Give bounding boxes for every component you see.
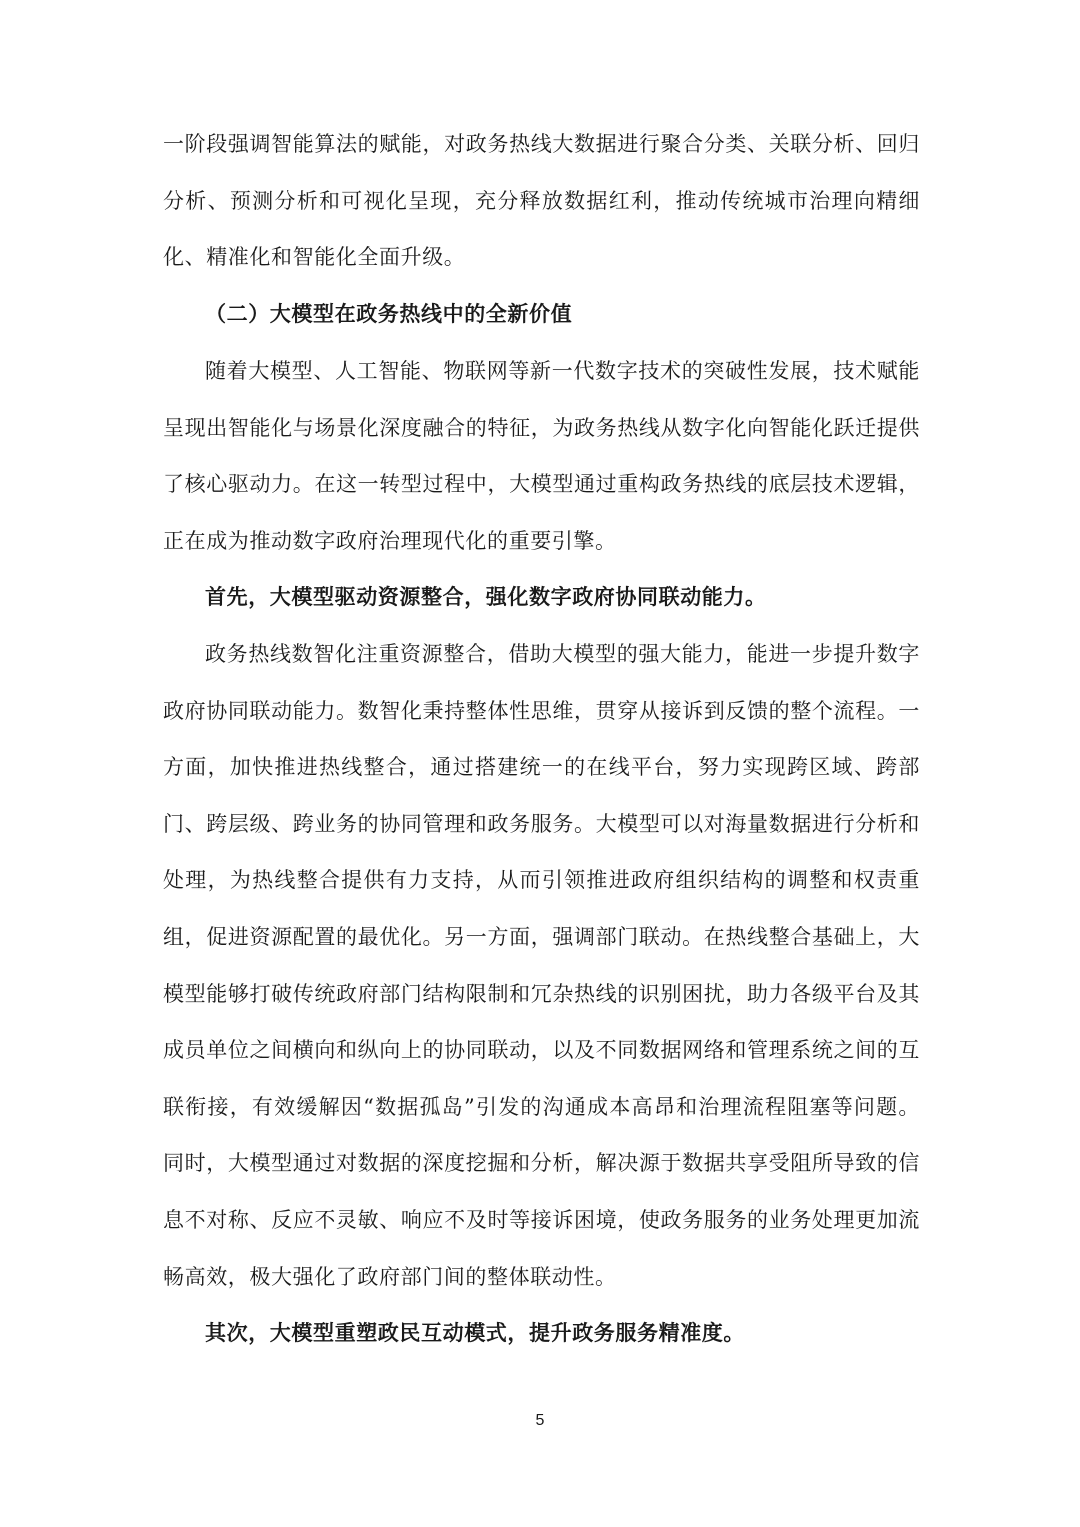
subheading-resource-integration: 首先，大模型驱动资源整合，强化数字政府协同联动能力。 — [205, 584, 767, 609]
subheading-interaction-mode: 其次，大模型重塑政民互动模式，提升政务服务精准度。 — [205, 1320, 745, 1345]
paragraph-resource-integration: 政务热线数智化注重资源整合，借助大模型的强大能力，能进一步提升数字政府协同联动能力。数智化秉持整体性思维，贯穿从接诉到反馈的整个流程。一方面，加快推进热线整合，通过搭建统一的在线平台，努力实现跨区域、跨部门、跨层级、跨业务的协同管理和政务服务。大模型可以对海量数据进行分析和处理，为热线整合提供有力支持，从而引领推进政府组织结构的调整和权责重组，促进资源配置的最优化。另一方面，强调部门联动。在热线整合基础上，大模型能够打破传统政府部门结构限制和冗杂热线的识别困扰，助力各级平台及其成员单位之间横向和纵向上的协同联动，以及不同数据网络和管理系统之间的互联衔接，有效缓解因“数据孤岛”引发的沟通成本高昂和治理流程阻塞等问题。同时，大模型通过对数据的深度挖掘和分析，解决源于数据共享受阻所导致的信息不对称、反应不灵敏、响应不及时等接诉困境，使政务服务的业务处理更加流畅高效，极大强化了政府部门间的整体联动性。 — [163, 642, 920, 1289]
paragraph-continuation: 一阶段强调智能算法的赋能，对政务热线大数据进行聚合分类、关联分析、回归分析、预测分析和可视化呈现，充分释放数据红利，推动传统城市治理向精细化、精准化和智能化全面升级。 — [163, 132, 920, 270]
page-number: 5 — [535, 1412, 545, 1429]
paragraph-intro: 随着大模型、人工智能、物联网等新一代数字技术的突破性发展，技术赋能呈现出智能化与场景化深度融合的特征，为政务热线从数字化向智能化跃迁提供了核心驱动力。在这一转型过程中，大模型通过重构政务热线的底层技术逻辑，正在成为推动数字政府治理现代化的重要引擎。 — [163, 359, 920, 553]
section-heading-value-of-large-models: （二）大模型在政务热线中的全新价值 — [205, 301, 573, 326]
